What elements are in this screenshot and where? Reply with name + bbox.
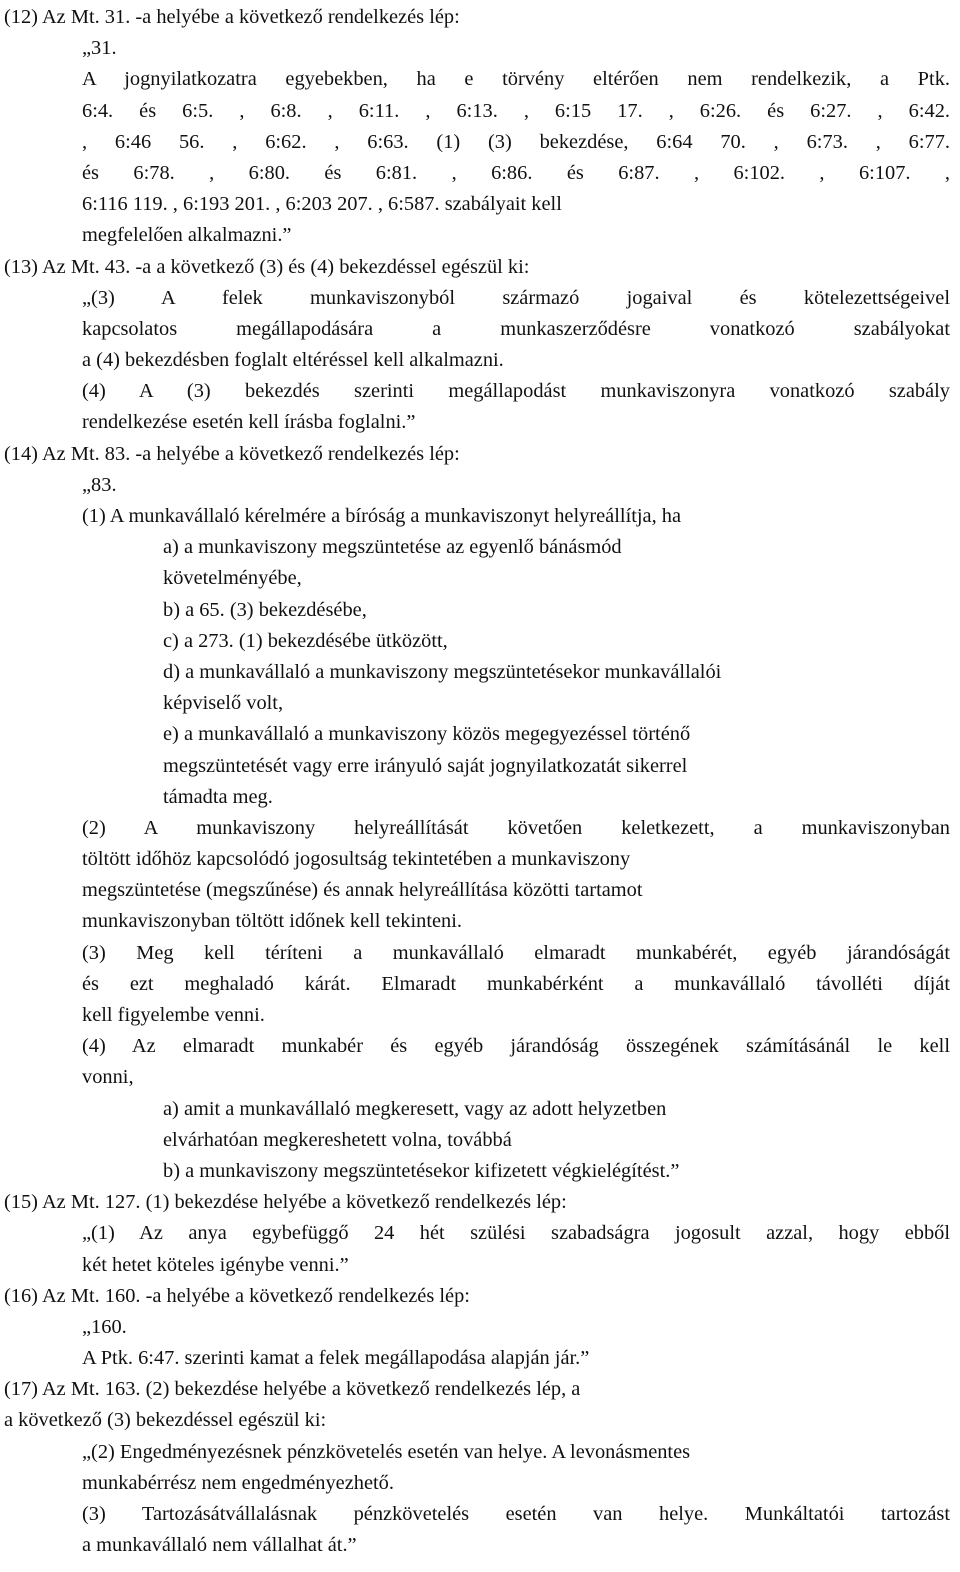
doc-line: „(1) Az anya egybefüggő 24 hét szülési szabadságra jogosult azzal, hogy ebből (82, 1222, 950, 1245)
doc-line: két hetet köteles igénybe venni.” (82, 1253, 349, 1276)
doc-line: d) a munkavállaló a munkaviszony megszüntetésekor munkavállalói (163, 660, 722, 683)
doc-line: képviselő volt, (163, 692, 284, 715)
doc-line: 6:116 119. , 6:193 201. , 6:203 207. , 6:587. szabályait kell (82, 193, 562, 216)
doc-line: rendelkezése esetén kell írásba foglalni.” (82, 411, 416, 434)
doc-line: (1) A munkavállaló kérelmére a bíróság a munkaviszonyt helyreállítja, ha (82, 505, 682, 527)
doc-line: e) a munkavállaló a munkaviszony közös megegyezéssel történő (163, 723, 691, 746)
doc-line: b) a munkaviszony megszüntetésekor kifizetett végkielégítést.” (163, 1159, 680, 1182)
doc-line: b) a 65. (3) bekezdésébe, (163, 598, 367, 621)
doc-line: (12) Az Mt. 31. -a helyébe a következő rendelkezés lép: (4, 6, 460, 28)
doc-line: (2) A munkaviszony helyreállítását követően keletkezett, a munkaviszonyban (82, 816, 950, 839)
doc-line: munkabérrész nem engedményezhető. (82, 1471, 394, 1494)
doc-line: a) amit a munkavállaló megkeresett, vagy az adott helyzetben (163, 1097, 667, 1120)
doc-line: követelményébe, (163, 567, 302, 590)
doc-line: (16) Az Mt. 160. -a helyébe a következő rendelkezés lép: (4, 1284, 470, 1307)
doc-line: (3) Tartozásátvállalásnak pénzkövetelés esetén van helye. Munkáltatói tartozást (82, 1503, 950, 1525)
doc-line: kapcsolatos megállapodására a munkaszerződésre vonatkozó szabályokat (82, 317, 950, 340)
doc-line: és ezt meghaladó kárát. Elmaradt munkabérként a munkavállaló távolléti díját (82, 972, 950, 995)
doc-line: a munkavállaló nem vállalhat át.” (82, 1534, 357, 1557)
doc-line: (4) Az elmaradt munkabér és egyéb járandóság összegének számításánál le kell (82, 1035, 950, 1058)
doc-line: (14) Az Mt. 83. -a helyébe a következő rendelkezés lép: (4, 442, 460, 465)
doc-line: , 6:46 56. , 6:62. , 6:63. (1) (3) bekezdése, 6:64 70. , 6:73. , 6:77. (82, 130, 950, 153)
doc-line: megszüntetését vagy erre irányuló saját jognyilatkozatát sikerrel (163, 754, 688, 777)
doc-line: vonni, (82, 1066, 134, 1089)
doc-line: 6:4. és 6:5. , 6:8. , 6:11. , 6:13. , 6:15 17. , 6:26. és 6:27. , 6:42. (82, 99, 950, 122)
doc-line: (15) Az Mt. 127. (1) bekezdése helyébe a következő rendelkezés lép: (4, 1191, 567, 1214)
doc-line: A Ptk. 6:47. szerinti kamat a felek megállapodása alapján jár.” (82, 1347, 590, 1370)
doc-line: c) a 273. (1) bekezdésébe ütközött, (163, 629, 448, 652)
doc-line: „83. (82, 473, 117, 496)
doc-line: „31. (82, 37, 117, 60)
doc-line: munkaviszonyban töltött időnek kell tekinteni. (82, 910, 462, 933)
doc-line: a (4) bekezdésben foglalt eltéréssel kell alkalmazni. (82, 349, 504, 372)
doc-line: (3) Meg kell téríteni a munkavállaló elmaradt munkabérét, egyéb járandóságát (82, 941, 950, 964)
doc-line: „(3) A felek munkaviszonyból származó jogaival és kötelezettségeivel (82, 286, 950, 309)
doc-line: megszüntetése (megszűnése) és annak helyreállítása közötti tartamot (82, 879, 643, 902)
doc-line: (13) Az Mt. 43. -a a következő (3) és (4) bekezdéssel egészül ki: (4, 255, 530, 278)
doc-line: töltött időhöz kapcsolódó jogosultság tekintetében a munkaviszony (82, 848, 631, 871)
doc-line: (17) Az Mt. 163. (2) bekezdése helyébe a következő rendelkezés lép, a (4, 1378, 581, 1401)
doc-line: (4) A (3) bekezdés szerinti megállapodást munkaviszonyra vonatkozó szabály (82, 380, 950, 403)
doc-line: a következő (3) bekezdéssel egészül ki: (4, 1409, 327, 1432)
doc-line: A jognyilatkozatra egyebekben, ha e törvény eltérően nem rendelkezik, a Ptk. (82, 68, 950, 91)
doc-line: és 6:78. , 6:80. és 6:81. , 6:86. és 6:87. , 6:102. , 6:107. , (82, 161, 950, 184)
doc-line: támadta meg. (163, 785, 273, 808)
doc-line: kell figyelembe venni. (82, 1004, 265, 1026)
doc-line: „160. (82, 1315, 127, 1338)
doc-line: „(2) Engedményezésnek pénzkövetelés esetén van helye. A levonásmentes (82, 1440, 691, 1463)
doc-line: megfelelően alkalmazni.” (82, 224, 292, 247)
doc-line: a) a munkaviszony megszüntetése az egyenlő bánásmód (163, 536, 622, 559)
doc-line: elvárhatóan megkereshetett volna, továbbá (163, 1128, 512, 1151)
